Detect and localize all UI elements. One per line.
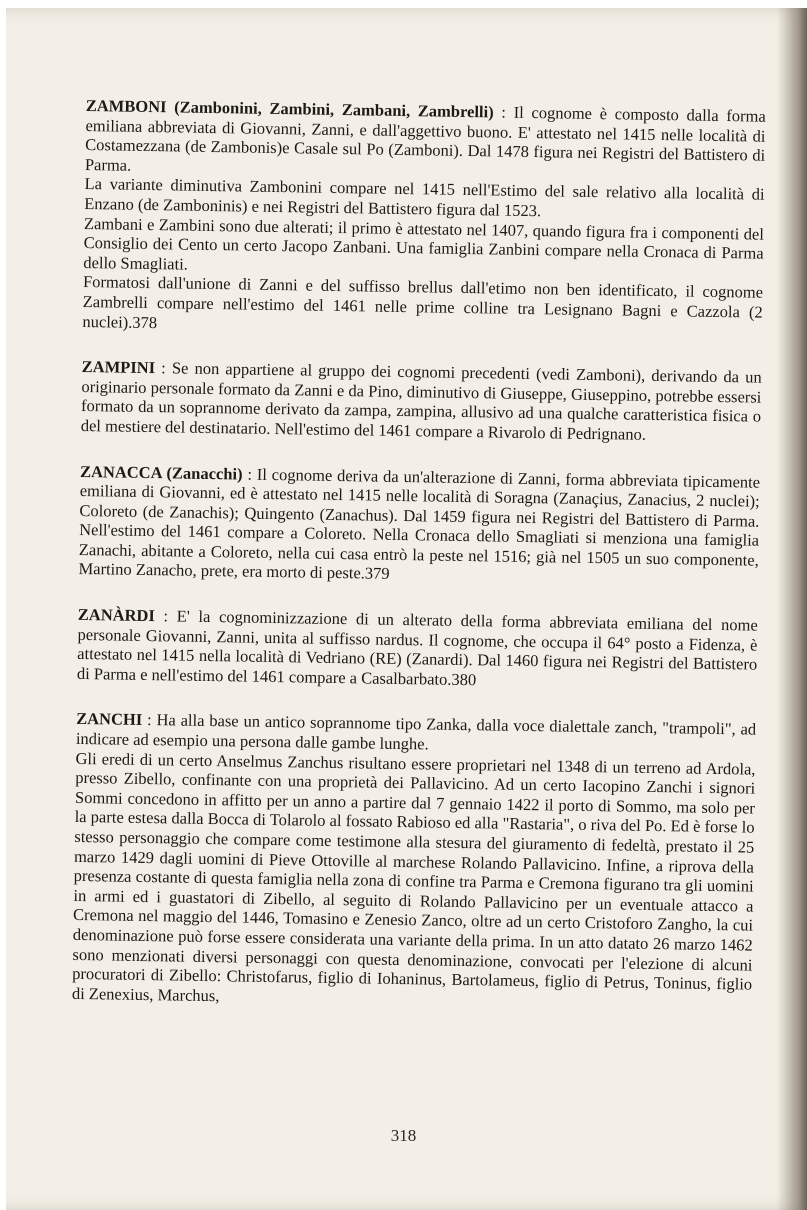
entry-zanchi [72, 709, 757, 1014]
entry-paragraph: Zambani e Zambini sono due alterati; il primo è attestato nel 1407, quando figura fra i componenti del Consiglio dei Cento un certo Jacopo Zanbani. Una famiglia Zanbini compare nella Cronaca di Parma dello Smagliati. [83, 213, 765, 274]
book-binding-shadow [777, 8, 807, 1210]
entry-zanacca [78, 461, 760, 589]
entry-paragraph: ZANÀRDI : E' la cognominizzazione di un alterato della forma abbreviata emiliana del nome personale Giovanni, Zanni, unita al suffisso nardus. Il cognome, che occupa il 64° posto a Fidenza, è attestato nel 1415 nella località di Vedriano (RE) (Zanardi). Dal 1460 figura nei Registri del Battistero di Parma e nell'estimo del 1461 compare a Casalbarbato.380 [76, 604, 758, 690]
page-number: 318 [390, 1126, 417, 1145]
entry-paragraph: ZANCHI : Ha alla base un antico soprannome tipo Zanka, dalla voce dialettale zanch, "trampoli", ad indicare ad esempio una persona dalle gambe lunghe. [75, 709, 757, 754]
entry-heading: ZANACCA (Zanacchi) [79, 461, 243, 484]
entry-heading: ZANÀRDI [77, 604, 156, 626]
entry-zamboni [82, 96, 766, 342]
entry-paragraph: La variante diminutiva Zambonini compare nel 1415 nell'Estimo del sale relativo alla località di Enzano (de Zamboninis) e nei Registri del Battistero figura dal 1523. [84, 174, 765, 221]
page-body [71, 96, 766, 1040]
entry-heading: ZAMPINI [81, 357, 156, 378]
entry-paragraph: ZAMPINI : Se non appartiene al gruppo dei cognomi precedenti (vedi Zamboni), derivando da un originario personale formato da Zanni e da Pino, diminutivo di Giuseppe, Giuseppino, potrebbe essersi formato da un soprannome derivato da zampa, zampina, allusivo ad una qualche caratteristica fisica o del mestiere del destinatario. Nell'estimo del 1461 compare a Rivarolo di Pedrignano. [80, 357, 762, 444]
entry-paragraph: Gli eredi di un certo Anselmus Zanchus risultano essere proprietari nel 1348 di un terreno ad Ardola, presso Zibello, confinante con una proprietà dei Pallavicino. Ad un certo Iacopino Zanchi i signori Sommi concedono in affitto per un anno a partire dal 7 gennaio 1422 il porto di Sommo, ma solo per la parte estesa dalla Bocca di Tolarolo al fossato Rabioso ed alla "Rastaria", o riva del Po. Ed è forse lo stesso personaggio che compare come testimone alla stesura del giuramento di fedeltà, prestato il 25 marzo 1429 dagli uomini di Pieve Ottoville al marchese Rolando Pallavicino. Infine, a riprova della presenza costante di questa famiglia nella zona di confine tra Parma e Cremona figurano tra gli uomini in armi ed i guastatori di Zibello, al seguito di Rolando Pallavicino per un eventuale attacco a Cremona nel maggio del 1446, Tomasino e Zenesio Zanco, oltre ad un certo Cristoforo Zangho, la cui denominazione può forse essere considerata una variante della prima. In un atto datato 26 marzo 1462 sono menzionati diversi personaggi con questa denominazione, convocati per l'elezione di alcuni procuratori di Zibello: Christofarus, figlio di Iohaninus, Bartolameus, figlio di Petrus, Toninus, figlio di Zenexius, Marchus, [71, 748, 756, 1005]
entry-paragraph: ZAMBONI (Zambonini, Zambini, Zambani, Zambrelli) : Il cognome è composto dalla forma emiliana abbreviata di Giovanni, Zanni, e dall'aggettivo buono. E' attestato nel 1415 nelle località di Costamezzana (de Zambonis)e Casale sul Po (Zamboni). Dal 1478 figura nei Registri del Battistero di Parma. [84, 96, 766, 175]
entry-zampini [81, 357, 762, 446]
entry-heading: ZAMBONI (Zambonini, Zambini, Zambani, Zambrelli) [85, 96, 494, 122]
entry-paragraph: Formatosi dall'unione di Zanni e del suffisso brellus dall'etimo non ben identificato, il cognome Zambrelli compare nell'estimo del 1461 nelle prime colline tra Lesignano Bagni e Cazzola (2 nuclei).378 [82, 272, 764, 332]
entry-zanardi [77, 605, 758, 694]
entry-paragraph: ZANACCA (Zanacchi) : Il cognome deriva da un'alterazione di Zanni, forma abbreviata tipicamente emiliana di Giovanni, ed è attestato nel 1415 nelle località di Soragna (Zanaçius, Zanacius, 2 nuclei); Coloreto (de Zanachis); Quingento (Zanachus). Dal 1459 figura nei Registri del Battistero di Parma. Nell'estimo del 1461 compare a Coloreto. Nella Cronaca dello Smagliati si menziona una famiglia Zanachi, abitante a Coloreto, nella cui casa entrò la peste nel 1516; già nel 1505 un suo componente, Martino Zanacho, prete, era morto di peste.379 [78, 461, 761, 584]
entry-heading: ZANCHI [76, 709, 143, 730]
